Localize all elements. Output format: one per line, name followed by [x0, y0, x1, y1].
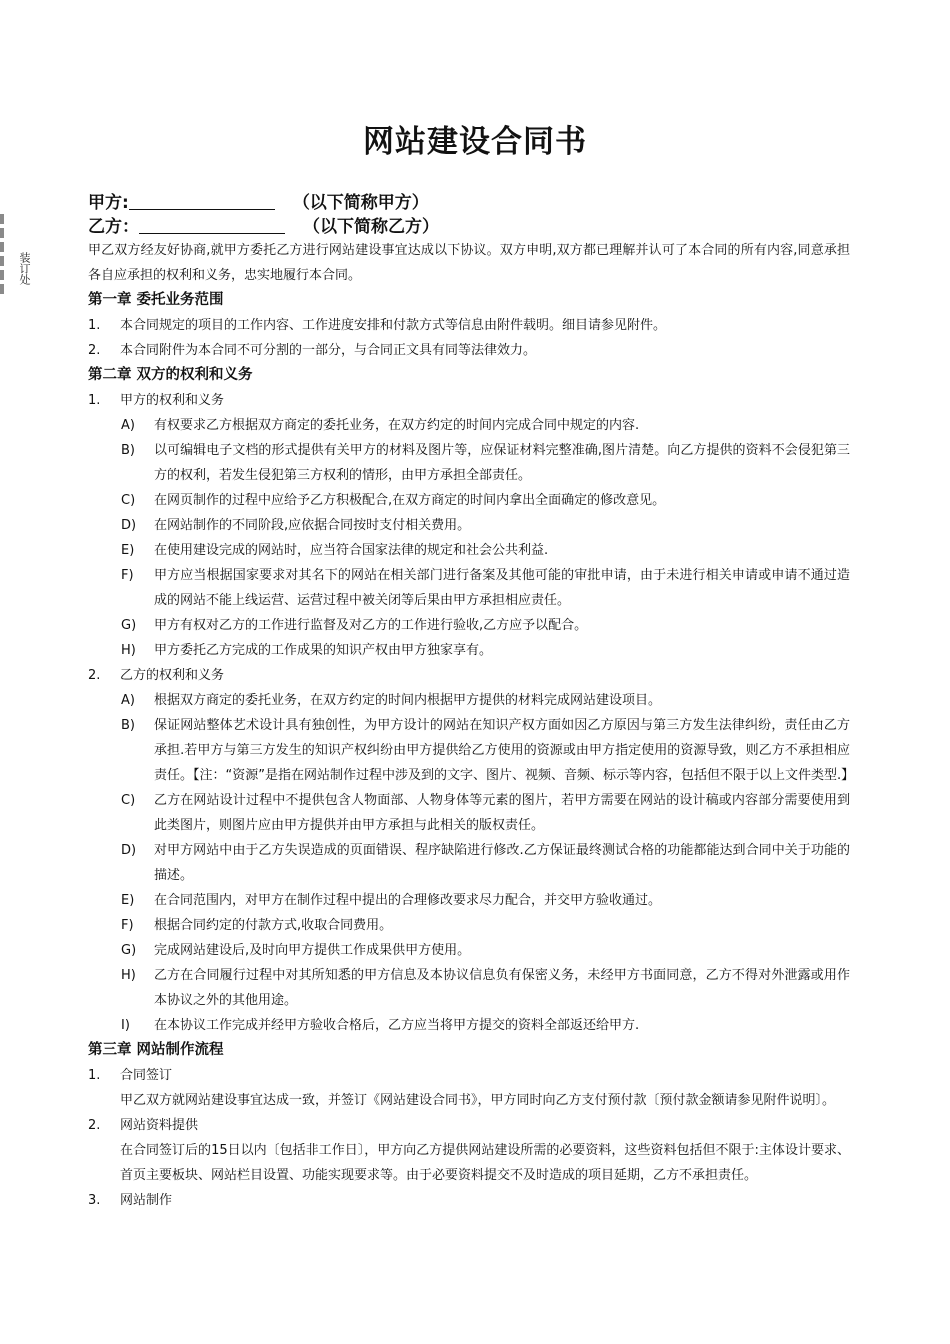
item-body: 在合同签订后的15日以内〔包括非工作日〕，甲方向乙方提供网站建设所需的必要资料，这些资料包括但不限于:主体设计要求、首页主要板块、网站栏目设置、功能实现要求等。由于必要资料提交不及时造成的项目延期，乙方不承担责任。 — [120, 1143, 850, 1183]
sub-item-text: 以可编辑电子文档的形式提供有关甲方的材料及图片等，应保证材料完整准确,图片清楚。向乙方提供的资料不会侵犯第三方的权利，若发生侵犯第三方权利的情形，由甲方承担全部责任。 — [154, 443, 850, 483]
sub-item-letter: G) — [121, 618, 137, 633]
sub-item-letter: C) — [121, 793, 136, 808]
item-title: 合同签订 — [120, 1068, 173, 1083]
party-b-line — [88, 215, 439, 239]
list-item — [88, 338, 850, 363]
binding-dash — [0, 284, 4, 294]
item-text: 本合同规定的项目的工作内容、工作进度安排和付款方式等信息由附件载明。细目请参见附件。 — [120, 318, 667, 333]
sub-item-text: 甲方委托乙方完成的工作成果的知识产权由甲方独家享有。 — [154, 643, 493, 658]
list-item — [88, 313, 850, 338]
party-a-label: 甲方: — [88, 193, 129, 213]
contract-body — [88, 238, 855, 1213]
sub-item-text: 在使用建设完成的网站时，应当符合国家法律的规定和社会公共利益. — [154, 543, 549, 558]
sub-item-letter: C) — [121, 493, 136, 508]
sub-item-text: 在本协议工作完成并经甲方验收合格后，乙方应当将甲方提交的资料全部返还给甲方. — [154, 1018, 640, 1033]
sub-item-text: 甲方有权对乙方的工作进行监督及对乙方的工作进行验收,乙方应予以配合。 — [154, 618, 588, 633]
item-number: 2. — [88, 1118, 101, 1133]
sub-item-letter: F) — [121, 568, 134, 583]
chapter-heading: 第一章 委托业务范围 — [88, 292, 224, 308]
party-a-suffix: （以下简称甲方） — [292, 193, 429, 213]
sub-item-letter: G) — [121, 943, 137, 958]
sub-item-letter: H) — [121, 968, 136, 983]
item-number: 1. — [88, 318, 101, 333]
sub-item — [88, 963, 850, 1013]
sub-item-letter: D) — [121, 518, 137, 533]
sub-item — [88, 513, 850, 538]
sub-item-letter: A) — [121, 693, 135, 708]
binding-dash — [0, 228, 4, 238]
sub-item-letter: D) — [121, 843, 137, 858]
item-title: 网站制作 — [120, 1193, 173, 1208]
sub-item-text: 根据合同约定的付款方式,收取合同费用。 — [154, 918, 393, 933]
chapter-heading: 第三章 网站制作流程 — [88, 1042, 224, 1058]
chapter-heading: 第二章 双方的权利和义务 — [88, 367, 253, 383]
item-number: 2. — [88, 343, 101, 358]
sub-item — [88, 613, 850, 638]
sub-item-text: 乙方在合同履行过程中对其所知悉的甲方信息及本协议信息负有保密义务，未经甲方书面同意，乙方不得对外泄露或用作本协议之外的其他用途。 — [154, 968, 850, 1008]
sub-item — [88, 438, 850, 488]
list-item — [88, 1063, 850, 1088]
sub-item — [88, 938, 850, 963]
section-heading — [88, 388, 850, 413]
item-body: 甲乙双方就网站建设事宜达成一致，并签订《网站建设合同书》，甲方同时向乙方支付预付款〔预付款金额请参见附件说明〕。 — [120, 1093, 836, 1108]
sub-item — [88, 888, 850, 913]
sub-item-text: 在网页制作的过程中应给予乙方积极配合,在双方商定的时间内拿出全面确定的修改意见。 — [154, 493, 666, 508]
sub-item-letter: A) — [121, 418, 135, 433]
sub-item-text: 在合同范围内，对甲方在制作过程中提出的合理修改要求尽力配合，并交甲方验收通过。 — [154, 893, 662, 908]
sub-item — [88, 688, 850, 713]
sub-item — [88, 563, 850, 613]
item-text: 本合同附件为本合同不可分割的一部分，与合同正文具有同等法律效力。 — [120, 343, 537, 358]
section-heading — [88, 663, 850, 688]
list-item — [88, 1188, 850, 1213]
sub-item-letter: I) — [121, 1018, 130, 1033]
sub-item-letter: H) — [121, 643, 136, 658]
party-a-blank[interactable] — [129, 191, 275, 210]
list-item — [88, 1113, 850, 1138]
sub-item-letter: B) — [121, 443, 135, 458]
sub-item-text: 对甲方网站中由于乙方失误造成的页面错误、程序缺陷进行修改.乙方保证最终测试合格的功能都能达到合同中关于功能的描述。 — [154, 843, 850, 883]
sub-item-letter: E) — [121, 543, 135, 558]
section-title: 乙方的权利和义务 — [120, 668, 225, 683]
sub-item — [88, 788, 850, 838]
sub-item — [88, 713, 855, 788]
item-title: 网站资料提供 — [120, 1118, 199, 1133]
party-a-line — [88, 191, 429, 215]
section-title: 甲方的权利和义务 — [120, 393, 225, 408]
sub-item-text: 乙方在网站设计过程中不提供包含人物面部、人物身体等元素的图片，若甲方需要在网站的设计稿或内容部分需要使用到此类图片，则图片应由甲方提供并由甲方承担与此相关的版权责任。 — [154, 793, 850, 833]
party-b-blank[interactable] — [139, 215, 285, 234]
item-number: 1. — [88, 1068, 101, 1083]
sub-item-text: 根据双方商定的委托业务，在双方约定的时间内根据甲方提供的材料完成网站建设项目。 — [154, 693, 662, 708]
binding-dash — [0, 256, 4, 266]
sub-item-text: 保证网站整体艺术设计具有独创性，为甲方设计的网站在知识产权方面如因乙方原因与第三方发生法律纠纷，责任由乙方承担.若甲方与第三方发生的知识产权纠纷由甲方提供给乙方使用的资源或由甲方指定使用的资源导致，则乙方不承担相应责任。【注：“资源”是指在网站制作过程中涉及到的文字、图片、视频、音频、标示等内容，包括但不限于以上文件类型.】 — [154, 718, 855, 783]
sub-item-text: 有权要求乙方根据双方商定的委托业务，在双方约定的时间内完成合同中规定的内容. — [154, 418, 640, 433]
binding-dash — [0, 270, 4, 280]
binding-dash — [0, 214, 4, 224]
sub-item — [88, 413, 850, 438]
sub-item — [88, 913, 850, 938]
sub-item — [88, 638, 850, 663]
intro-paragraph: 甲乙双方经友好协商,就甲方委托乙方进行网站建设事宜达成以下协议。双方申明,双方都已理解并认可了本合同的所有内容,同意承担各自应承担的权利和义务，忠实地履行本合同。 — [88, 243, 850, 283]
sub-item — [88, 538, 850, 563]
item-number: 2. — [88, 668, 101, 683]
binding-label: 装订处 — [18, 252, 31, 285]
sub-item-letter: B) — [121, 718, 135, 733]
sub-item-letter: F) — [121, 918, 134, 933]
item-number: 1. — [88, 393, 101, 408]
sub-item-letter: E) — [121, 893, 135, 908]
document-title: 网站建设合同书 — [363, 124, 587, 160]
sub-item-text: 甲方应当根据国家要求对其名下的网站在相关部门进行备案及其他可能的审批申请，由于未进行相关申请或申请不通过造成的网站不能上线运营、运营过程中被关闭等后果由甲方承担相应责任。 — [154, 568, 850, 608]
sub-item — [88, 1013, 850, 1038]
sub-item — [88, 488, 850, 513]
sub-item-text: 完成网站建设后,及时向甲方提供工作成果供甲方使用。 — [154, 943, 471, 958]
party-b-label: 乙方： — [88, 217, 139, 237]
sub-item-text: 在网站制作的不同阶段,应依据合同按时支付相关费用。 — [154, 518, 471, 533]
item-number: 3. — [88, 1193, 101, 1208]
sub-item — [88, 838, 850, 888]
binding-dash — [0, 242, 4, 252]
party-b-suffix: （以下简称乙方） — [303, 217, 439, 237]
